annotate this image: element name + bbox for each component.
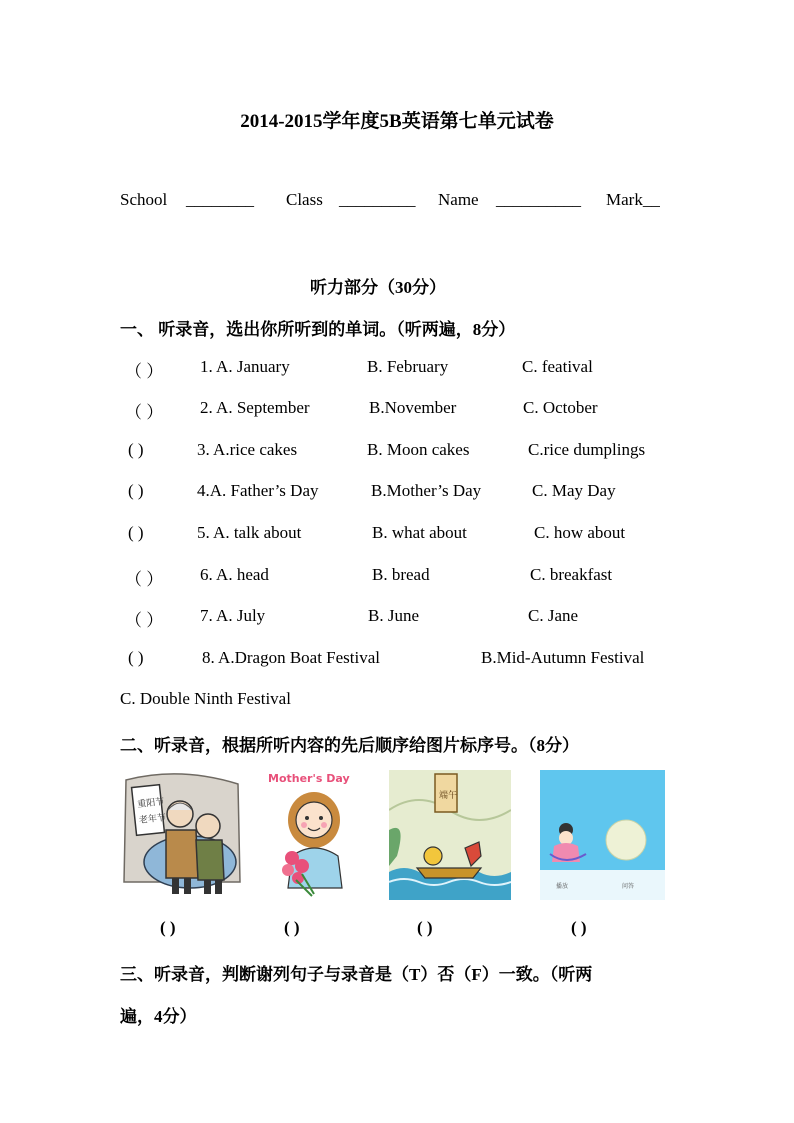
page-title: 2014-2015学年度5B英语第七单元试卷 (240, 111, 554, 132)
option-a: 6. A. head (200, 565, 269, 584)
option-a: 5. A. talk about (197, 523, 302, 542)
svg-text:Mother's Day: Mother's Day (268, 772, 350, 785)
option-b: B. February (367, 357, 449, 376)
svg-text:播放: 播放 (556, 883, 569, 890)
answer-paren[interactable]: ( ) (128, 481, 144, 500)
option-b: B.Mid-Autumn Festival (481, 648, 645, 667)
section1-heading: 一、 听录音，选出你所听到的单词。（听两遍，8分） (120, 320, 516, 339)
option-b: B. bread (372, 565, 430, 584)
option-c: C. breakfast (530, 565, 613, 584)
school-blank[interactable]: ________ (186, 190, 254, 209)
picture4-answer[interactable]: ( ) (571, 918, 587, 937)
mid-autumn-moon-picture (540, 770, 665, 900)
answer-paren[interactable]: ( ) (128, 523, 144, 542)
mark-label: Mark__ (606, 190, 660, 209)
picture1-answer[interactable]: ( ) (160, 918, 176, 937)
option-c: C. how about (534, 523, 626, 542)
option-c: C. October (523, 398, 598, 417)
mother-with-flowers-picture (262, 770, 362, 900)
name-blank[interactable]: __________ (496, 190, 581, 209)
option-b: B. what about (372, 523, 467, 542)
option-c: C.rice dumplings (528, 440, 646, 459)
option-b: B. June (368, 606, 419, 625)
school-label: School (120, 190, 168, 209)
answer-paren[interactable]: （ ） (125, 611, 164, 630)
option-a: 4.A. Father’s Day (197, 481, 319, 500)
option-c: C. May Day (532, 481, 616, 500)
answer-paren[interactable]: （ ） (125, 403, 164, 422)
mother-flowers-icon (262, 770, 362, 900)
option-a: 3. A.rice cakes (197, 440, 298, 459)
class-label: Class (286, 190, 323, 209)
option-a: 7. A. July (200, 606, 266, 625)
option-a: 8. A.Dragon Boat Festival (202, 648, 381, 667)
option-b: B.Mother’s Day (371, 481, 482, 500)
option-a: 1. A. January (200, 357, 290, 376)
section3-heading-line1: 三、听录音，判断谢列句子与录音是（T）否（F）一致。（听两 (120, 965, 593, 984)
picture2-answer[interactable]: ( ) (284, 918, 300, 937)
svg-text:重阳节: 重阳节 (136, 797, 165, 811)
answer-paren[interactable]: （ ） (125, 570, 164, 589)
option-c: C. Jane (528, 606, 579, 625)
option-b: B. Moon cakes (367, 440, 470, 459)
moon-chang-e-icon (540, 770, 665, 900)
name-label: Name (438, 190, 479, 209)
svg-text:老年节: 老年节 (138, 813, 167, 826)
elderly-couple-icon (120, 770, 242, 900)
listening-header: 听力部分（30分） (310, 278, 446, 297)
svg-text:端午: 端午 (439, 791, 458, 801)
section3-heading-line2: 遍，4分） (120, 1007, 197, 1026)
picture3-answer[interactable]: ( ) (417, 918, 433, 937)
answer-paren[interactable]: ( ) (128, 440, 144, 459)
option-c: C. featival (522, 357, 593, 376)
svg-text:问答: 问答 (622, 883, 635, 890)
class-blank[interactable]: _________ (339, 190, 416, 209)
answer-paren[interactable]: （ ） (125, 362, 164, 381)
option-a: 2. A. September (200, 398, 310, 417)
dragon-boat-picture (389, 770, 511, 900)
dragon-boat-icon (389, 770, 511, 900)
option-b: B.November (369, 398, 457, 417)
answer-paren[interactable]: ( ) (128, 648, 144, 667)
option-c: C. Double Ninth Festival (120, 689, 291, 708)
elderly-couple-picture (120, 770, 242, 900)
section2-heading: 二、听录音，根据所听内容的先后顺序给图片标序号。（8分） (120, 736, 579, 755)
